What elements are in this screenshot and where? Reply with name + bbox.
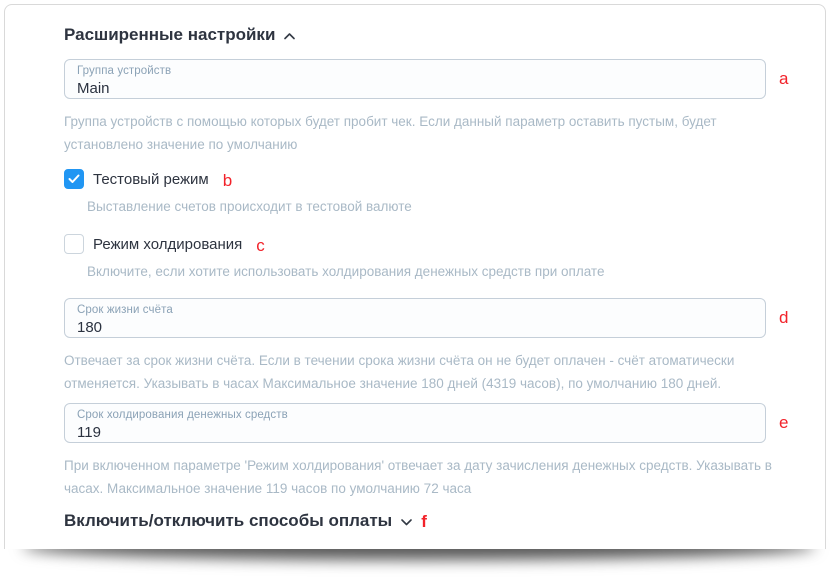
- test-mode-help: Выставление счетов происходит в тестовой валюте: [87, 199, 412, 214]
- hold-period-label: Срок холдирования денежных средств: [77, 409, 288, 421]
- hold-mode-help: Включите, если хотите использовать холдирования денежных средств при оплате: [87, 264, 605, 279]
- device-group-row: [64, 59, 789, 99]
- annotation-marker-f: f: [421, 511, 427, 531]
- chevron-down-icon: [401, 511, 412, 531]
- check-icon: [68, 174, 80, 184]
- payment-methods-label: Включить/отключить способы оплаты: [64, 511, 393, 530]
- advanced-settings-toggle[interactable]: [64, 25, 295, 45]
- annotation-marker-c: c: [256, 235, 265, 255]
- invoice-lifetime-label: Срок жизни счёта: [77, 304, 173, 316]
- test-mode-label: Тестовый режим: [93, 170, 209, 188]
- advanced-settings-panel: [4, 4, 826, 549]
- device-group-input[interactable]: [77, 79, 753, 97]
- hold-period-field[interactable]: [64, 403, 766, 443]
- invoice-lifetime-input[interactable]: [77, 318, 753, 336]
- chevron-up-icon: [284, 25, 295, 45]
- test-mode-checkbox[interactable]: [64, 169, 84, 189]
- hold-period-help: При включенном параметре 'Режим холдирования' отвечает за дату зачисления денежных средств. Указывать в часах. Максимальное значение 119 часов по умолчанию 72 часа: [64, 458, 772, 496]
- invoice-lifetime-field[interactable]: [64, 298, 766, 338]
- panel-title: Расширенные настройки: [64, 25, 276, 44]
- device-group-help: Группа устройств с помощью которых будет пробит чек. Если данный параметр оставить пустым, будет установлено значение по умолчанию: [64, 114, 717, 152]
- hold-period-row: [64, 403, 789, 443]
- invoice-lifetime-row: [64, 298, 789, 338]
- device-group-label: Группа устройств: [77, 65, 172, 77]
- hold-mode-checkbox[interactable]: [64, 234, 84, 254]
- hold-mode-label: Режим холдирования: [93, 235, 243, 253]
- annotation-marker-e: e: [779, 413, 789, 432]
- hold-mode-row[interactable]: [64, 234, 265, 254]
- device-group-field[interactable]: [64, 59, 766, 99]
- annotation-marker-a: a: [779, 69, 789, 88]
- invoice-lifetime-help: Отвечает за срок жизни счёта. Если в течении срока жизни счёта он не будет оплачен - счёт атоматически отменяется. Указывать в часах Максимальное значение 180 дней (4319 часов), по умолчанию 180 дней.: [64, 353, 735, 391]
- test-mode-row[interactable]: [64, 169, 232, 189]
- payment-methods-toggle[interactable]: [64, 511, 427, 531]
- annotation-marker-b: b: [222, 170, 233, 190]
- hold-period-input[interactable]: [77, 423, 753, 441]
- annotation-marker-d: d: [779, 308, 789, 327]
